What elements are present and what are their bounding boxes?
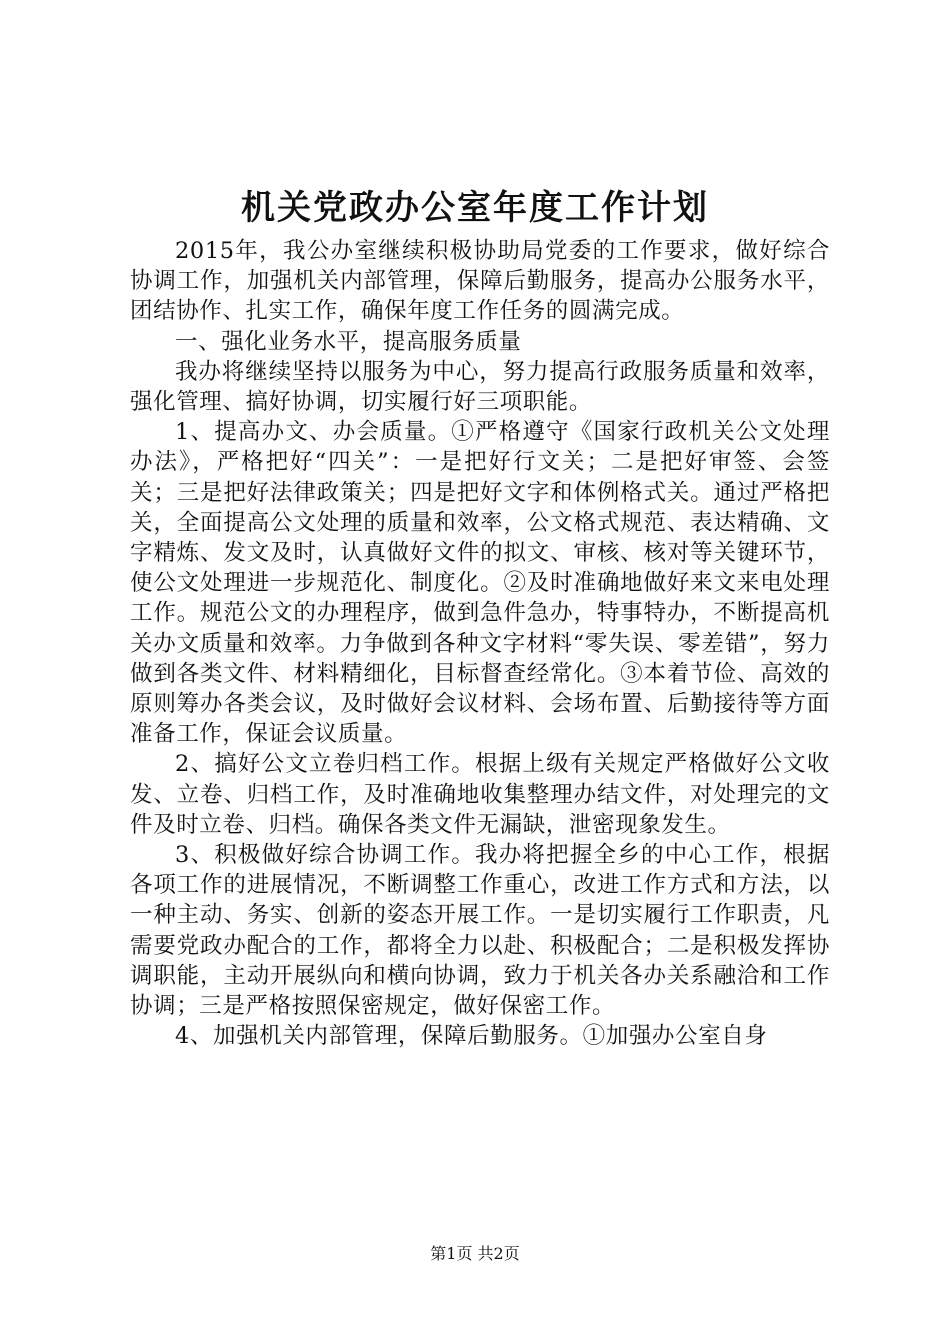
page-footer: 第1页 共2页	[430, 1244, 520, 1263]
item-4-paragraph: 4、加强机关内部管理，保障后勤服务。①加强办公室自身	[175, 1023, 768, 1050]
section-intro-paragraph: 我办将继续坚持以服务为中心，努力提高行政服务质量和效率，强化管理、搞好协调，切实履行好三项职能。	[130, 358, 830, 416]
item-2-paragraph: 2、搞好公文立卷归档工作。根据上级有关规定严格做好公文收发、立卷、归档工作，及时准确地收集整理办结文件，对处理完的文件及时立卷、归档。确保各类文件无漏缺，泄密现象发生。	[130, 751, 830, 838]
item-1-paragraph: 1、提高办文、办会质量。①严格遵守《国家行政机关公文处理办法》，严格把好“四关”：一是把好行文关；二是把好审签、会签关；三是把好法律政策关；四是把好文字和体例格式关。通过严格把关，全面提高公文处理的质量和效率，公文格式规范、表达精确、文字精炼、发文及时，认真做好文件的拟文、审核、核对等关键环节，使公文处理进一步规范化、制度化。②及时准确地做好来文来电处理工作。规范公文的办理程序，做到急件急办，特事特办，不断提高机关办文质量和效率。力争做到各种文字材料“零失误、零差错”，努力做到各类文件、材料精细化，目标督查经常化。③本着节俭、高效的原则筹办各类会议，及时做好会议材料、会场布置、后勤接待等方面准备工作，保证会议质量。	[130, 419, 830, 748]
item-3-paragraph: 3、积极做好综合协调工作。我办将把握全乡的中心工作，根据各项工作的进展情况，不断调整工作重心，改进工作方式和方法，以一种主动、务实、创新的姿态开展工作。一是切实履行工作职责，凡需要党政办配合的工作，都将全力以赴、积极配合；二是积极发挥协调职能，主动开展纵向和横向协调，致力于机关各办关系融洽和工作协调；三是严格按照保密规定，做好保密工作。	[130, 842, 830, 1020]
document-body	[130, 236, 830, 1051]
section-heading: 一、强化业务水平，提高服务质量	[175, 328, 522, 355]
document-title: 机关党政办公室年度工作计划	[241, 188, 709, 228]
intro-paragraph: 2015年，我公办室继续积极协助局党委的工作要求，做好综合协调工作，加强机关内部管理，保障后勤服务，提高办公服务水平，团结协作、扎实工作，确保年度工作任务的圆满完成。	[130, 238, 830, 325]
